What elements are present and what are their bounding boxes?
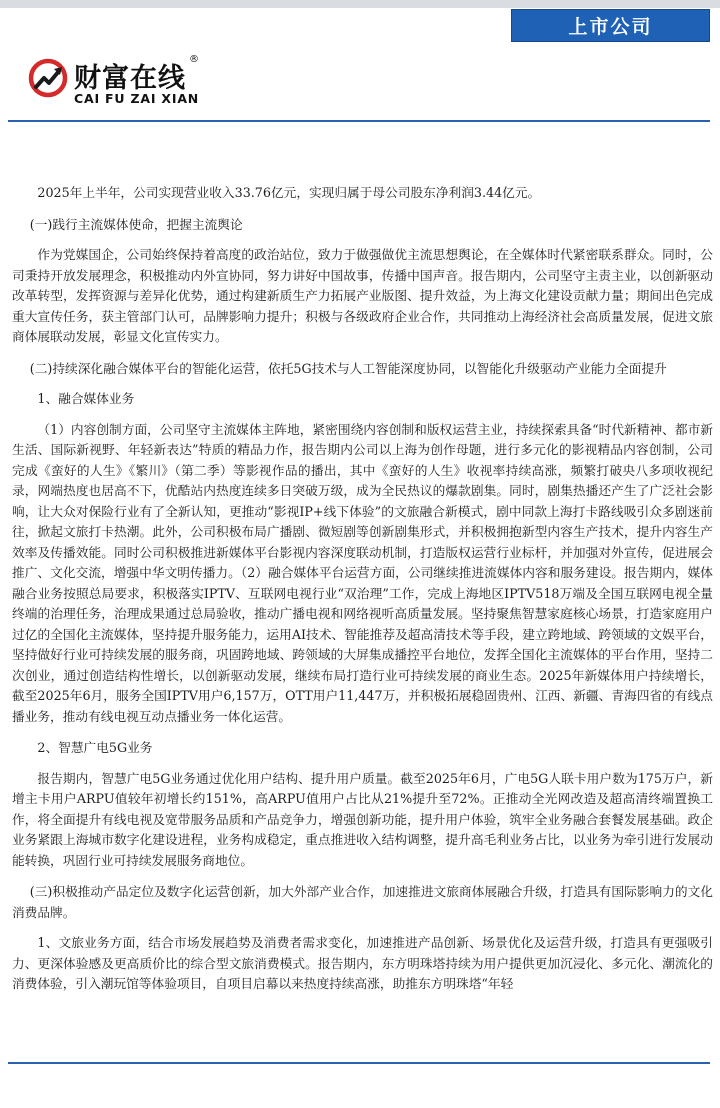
paragraph-culture-tourism: 1、文旅业务方面，结合市场发展趋势及消费者需求变化，加速推进产品创新、场景优化及运营升级，打造具有更强吸引力、更深体验感及更高质价比的综合型文旅消费模式。报告期内，东方明珠塔持续为用户提供更加沉浸化、多元化、潮流化的消费体验，引入潮玩馆等体验项目，自项目启幕以来热度持续高涨，助推东方明珠塔“年轻 <box>12 935 713 991</box>
logo-chinese-name: 财富在线 <box>74 63 186 94</box>
section-heading-1: (一)践行主流媒体使命，把握主流舆论 <box>29 216 243 232</box>
article-body <box>12 183 713 1006</box>
subheading-media-business: 1、融合媒体业务 <box>37 391 135 406</box>
summary-paragraph: 2025年上半年，公司实现营业收入33.76亿元，实现归属于母公司股东净利润3.44亿元。 <box>37 185 541 200</box>
trend-arrow-icon <box>28 58 68 98</box>
paragraph-media-business: （1）内容创制方面，公司坚守主流媒体主阵地，紧密围绕内容创制和版权运营主业，持续探索具备“时代新精神、都市新生活、国际新视野、年轻新表达”特质的精品力作，报告期内公司以上海为创作母题，进行多元化的影视精品内容创制，公司完成《蛮好的人生》《繁川》（第二季）等影视作品的播出，其中《蛮好的人生》收视率持续高涨，频繁打破央八多项收视纪录，网端热度也居高不下，优酷站内热度连续多日突破万级，成为全民热议的爆款剧集。同时，剧集热播还产生了广泛社会影响，让大众对保险行业有了全新认知，更推动“影视IP+线下体验”的文旅融合新模式，剧中同款上海打卡路线吸引众多剧迷前往，掀起文旅打卡热潮。此外，公司积极布局广播剧、微短剧等创新剧集形式，并积极拥抱新型内容生产技术，提升内容生产效率及传播效能。同时公司积极推进新媒体平台影视内容深度联动机制，打造版权运营行业标杆，并加强对外宣传，促进展会推广、文化交流，增强中华文明传播力。（2）融合媒体平台运营方面，公司继续推进流媒体内容和服务建设。报告期内，媒体融合业务按照总局要求，积极落实IPTV、互联网电视行业“双治理”工作，完成上海地区IPTV518万端及全国互联网电视全量终端的治理任务，治理成果通过总局验收，推动广播电视和网络视听高质量发展。坚持聚焦智慧家庭核心场景，打造家庭用户过亿的全国化主流媒体，坚持提升服务能力，运用AI技术、智能推荐及超高清技术等手段，建立跨地域、跨领域的文娱平台，坚持做好行业可持续发展的服务商，巩固跨地域、跨领域的大屏集成播控平台地位，发挥全国化主流媒体的平台作用，坚持二次创业，通过创造结构性增长，以创新驱动发展，继续布局打造行业可持续发展的商业生态。2025年新媒体用户持续增长，截至2025年6月，服务全国IPTV用户6,157万，OTT用户11,447万，并积极拓展稳固贵州、江西、新疆、青海四省的有线点播业务，推动有线电视互动点播业务一体化运营。 <box>12 421 713 724</box>
paragraph-5g-business: 报告期内，智慧广电5G业务通过优化用户结构、提升用户质量。截至2025年6月，广电5G人联卡用户数为175万户，新增主卡用户ARPU值较年初增长约151%，高ARPU值用户占比从21%提升至72%。正推动全光网改造及超高清终端置换工作，将全面提升有线电视及宽带服务品质和产品竞争力，增强创新功能，提升用户体验，筑牢全业务融合套餐发展基础。政企业务紧跟上海城市数字化建设进程，业务构成稳定，重点推进收入结构调整，提升高毛利业务占比，以业务为牵引进行发展动能转换，巩固行业可持续发展服务商地位。 <box>12 770 713 868</box>
site-logo[interactable] <box>28 54 228 110</box>
logo-pinyin-name: CAI FU ZAI XIAN <box>74 91 200 106</box>
footer-divider <box>8 1062 710 1064</box>
section-heading-3: (三)积极推动产品定位及数字化运营创新，加大外部产业合作，加速推进文旅商体展融合升级，打造具有国际影响力的文化消费品牌。 <box>12 884 713 920</box>
section-heading-2: (二)持续深化融合媒体平台的智能化运营，依托5G技术与人工智能深度协同，以智能化升级驱动产业能力全面提升 <box>29 360 667 376</box>
registered-mark: ® <box>189 54 199 65</box>
listed-company-badge: 上市公司 <box>511 9 710 42</box>
header-divider <box>8 120 710 122</box>
subheading-5g-business: 2、智慧广电5G业务 <box>37 740 153 755</box>
paragraph-mainstream-media: 作为党媒国企，公司始终保持着高度的政治站位，致力于做强做优主流思想舆论，在全媒体时代紧密联系群众。同时，公司秉持开放发展理念，积极推动内外宣协同，努力讲好中国故事，传播中国声音。报告期内，公司坚守主责主业，以创新驱动改革转型，发挥资源与差异化优势，通过构建新质生产力拓展产业版图、提升效益，为上海文化建设贡献力量；期间出色完成重大宣传任务，获主管部门认可，品牌影响力提升；积极与各级政府企业合作，共同推动上海经济社会高质量发展，促进文旅商体展联动发展，彰显文化宣传实力。 <box>12 247 713 344</box>
top-band <box>0 0 720 8</box>
